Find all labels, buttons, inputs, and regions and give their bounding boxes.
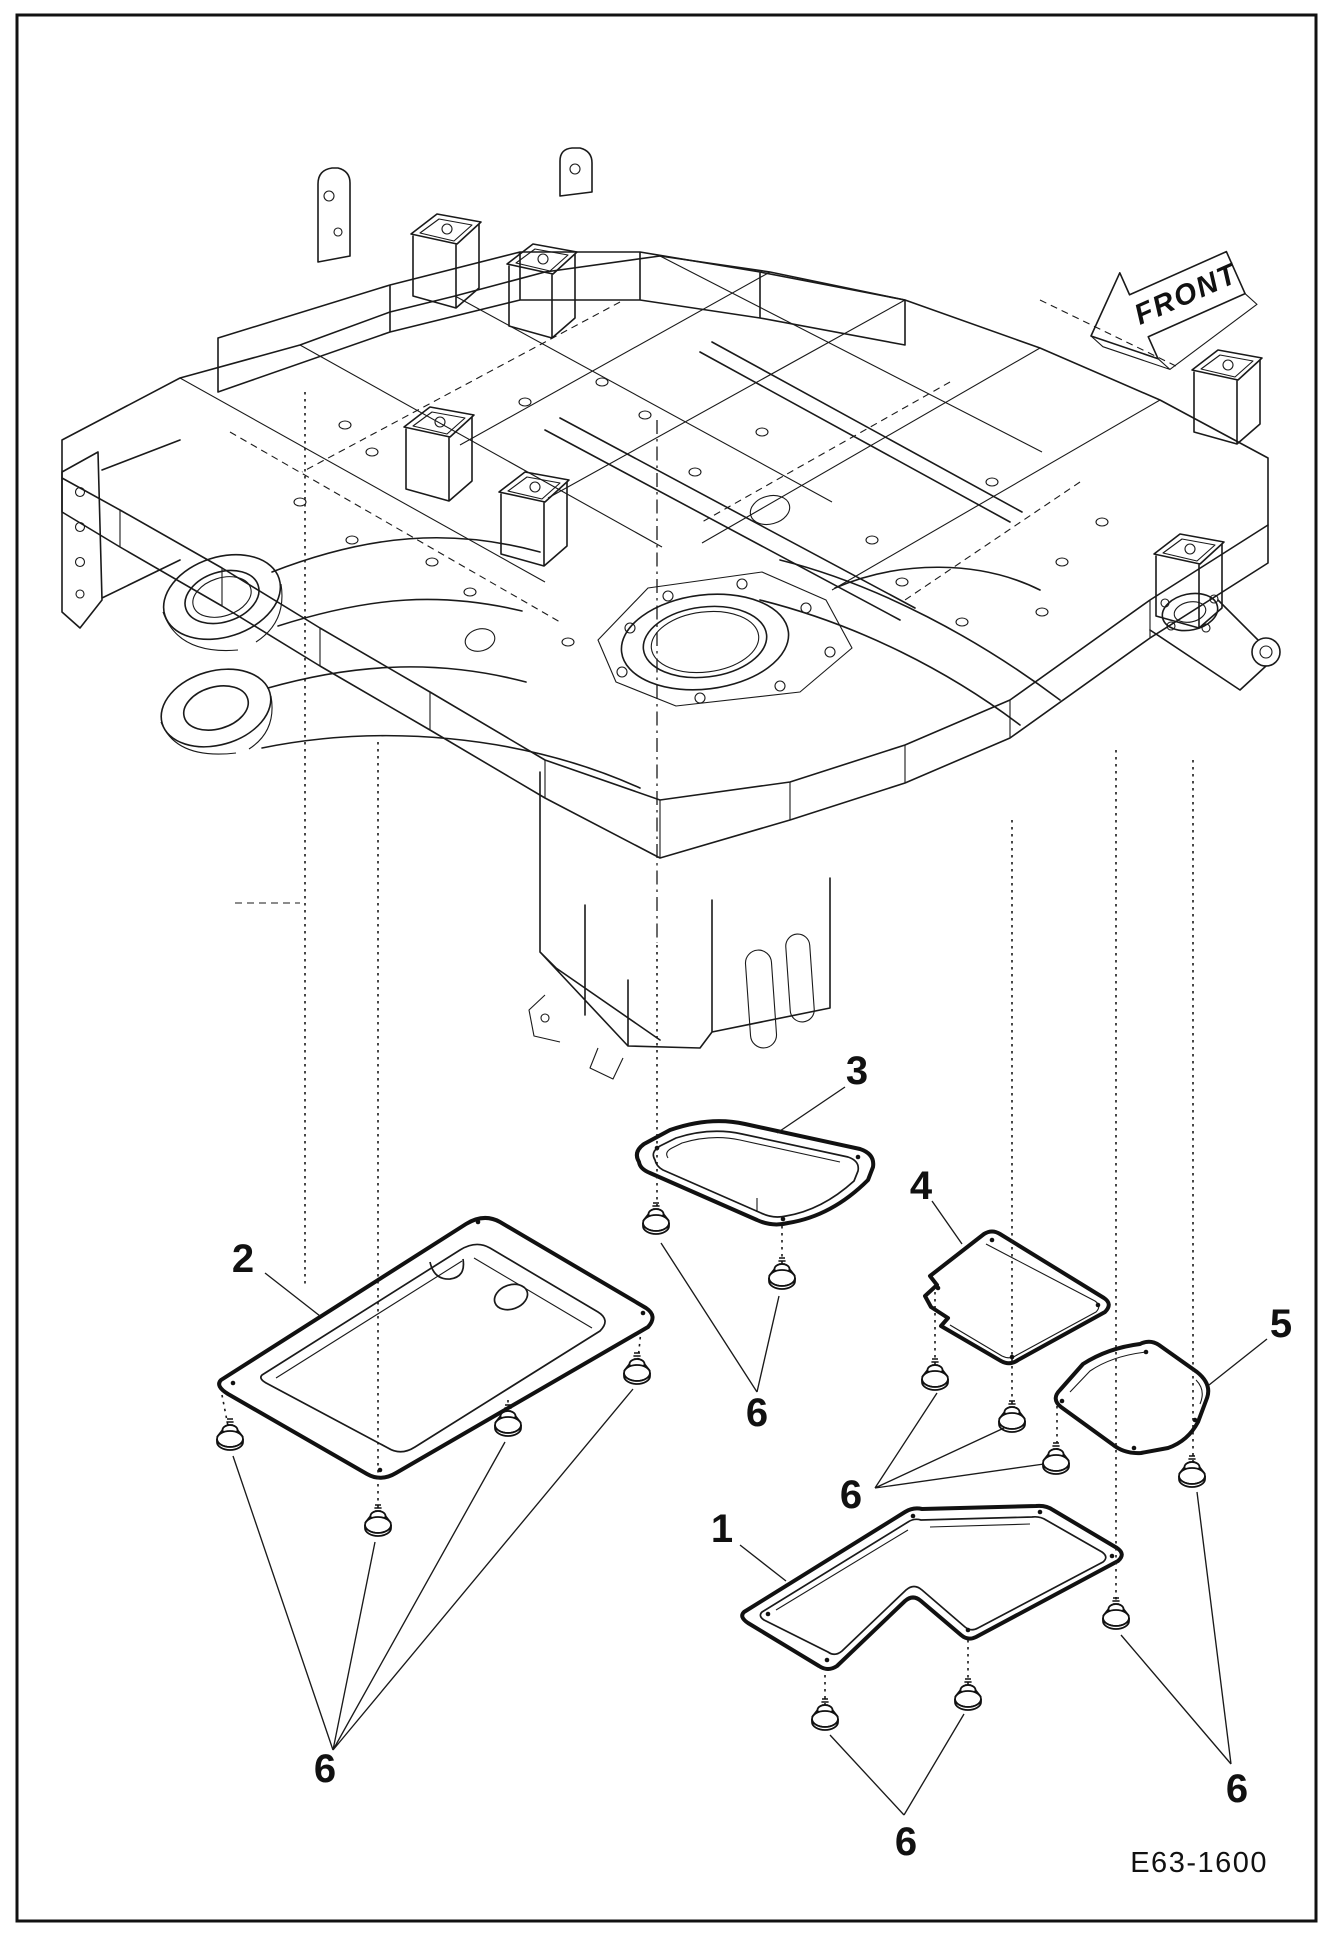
mount-post xyxy=(1192,350,1262,444)
callout-label-3: 3 xyxy=(845,1049,869,1093)
mount-post xyxy=(507,244,577,338)
callout-label-6: 6 xyxy=(313,1747,337,1791)
cover-plate-2 xyxy=(219,1218,652,1478)
front-arrow xyxy=(1072,227,1266,393)
screw xyxy=(1179,1456,1205,1487)
tab-bracket-left xyxy=(318,168,350,262)
deck-holes xyxy=(294,378,1108,655)
mount-post xyxy=(404,407,474,501)
screw xyxy=(217,1419,243,1450)
drawing-code: E63-1600 xyxy=(1130,1847,1268,1879)
callout-label-4: 4 xyxy=(909,1164,933,1208)
callout-label-6: 6 xyxy=(839,1473,863,1517)
screw xyxy=(1043,1443,1069,1474)
callout-label-6: 6 xyxy=(745,1391,769,1435)
cover-plate-1 xyxy=(742,1506,1122,1669)
screw xyxy=(1103,1598,1129,1629)
callout-label-1: 1 xyxy=(710,1507,734,1551)
lower-frame-box xyxy=(529,772,830,1079)
screw xyxy=(624,1353,650,1384)
callout-label-5: 5 xyxy=(1269,1302,1293,1346)
screw xyxy=(365,1505,391,1536)
screw xyxy=(643,1203,669,1234)
right-mount-flange xyxy=(1150,589,1280,690)
cover-plate-5 xyxy=(1056,1342,1209,1453)
mount-post xyxy=(499,472,569,566)
frame-assembly xyxy=(62,148,1280,1079)
rear-wall xyxy=(218,252,905,392)
callout-label-6: 6 xyxy=(894,1820,918,1864)
screw xyxy=(999,1401,1025,1432)
swing-bearing xyxy=(598,572,852,706)
frame-deck xyxy=(62,256,1268,800)
cover-plate-4 xyxy=(925,1232,1109,1364)
mount-post xyxy=(411,214,481,308)
boom-swing-bracket xyxy=(152,538,640,788)
cover-plate-3 xyxy=(637,1121,873,1224)
callout-label-6: 6 xyxy=(1225,1767,1249,1811)
front-label: FRONT xyxy=(1129,257,1244,332)
tab-bracket-center xyxy=(560,148,592,196)
callout-label-2: 2 xyxy=(231,1237,255,1281)
